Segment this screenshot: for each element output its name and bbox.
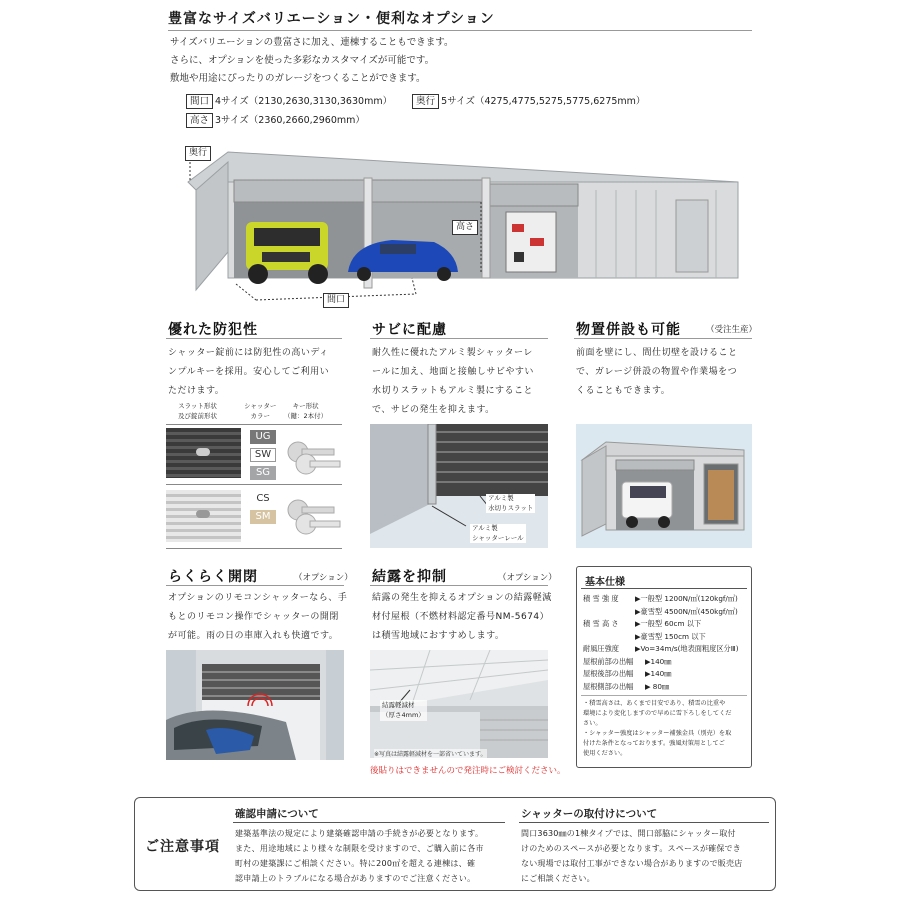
spec-box [576, 566, 752, 768]
note-line: さい。 [583, 720, 602, 727]
remote-body [168, 589, 350, 646]
spec-key: 耐風圧強度 [583, 644, 619, 653]
body-line: 認申請上のトラブルになる場合がありますのでご注意ください。 [235, 874, 476, 883]
remote-title: らくらく開閉 [168, 569, 258, 585]
spec-key: 屋根後部の出幅 [583, 669, 634, 678]
spec-rows [583, 593, 749, 693]
callout-rail [470, 524, 526, 543]
key-icon [284, 438, 342, 480]
light-slat-image [166, 490, 241, 542]
spec-key: 積 雪 強 度 [583, 594, 619, 603]
body-line: ただけます。 [168, 386, 225, 396]
body-line: が可能。雨の日の車庫入れも快適です。 [168, 631, 339, 641]
table-header-key: キー形状 （鍵：2本付） [284, 402, 328, 420]
body-line: けのためのスペースが必要となります。スペースが確保でき [521, 844, 741, 853]
spec-row [583, 643, 749, 656]
spec-notes [583, 699, 749, 759]
spec-value: ▶Vo=34m/s(地表面粗度区分Ⅲ) [635, 644, 739, 653]
shelves [506, 212, 556, 272]
depth-sizes: 5サイズ（4275,4775,5275,5775,6275mm） [441, 96, 646, 107]
caution-label: ご注意事項 [145, 839, 220, 855]
height-sizes: 3サイズ（2360,2660,2960mm） [215, 115, 365, 126]
title-divider [168, 30, 752, 31]
divider [166, 338, 342, 339]
key-icon [284, 496, 342, 540]
confirm-body [235, 826, 484, 886]
color-chip-sg: SG [250, 466, 276, 480]
callout-line: アルミ製 [488, 494, 514, 502]
body-line: 間口3630㎜の1棟タイプでは、開口部脇にシャッター取付 [521, 829, 736, 838]
body-line: で、ガレージ併設の物置や作業場をつ [576, 367, 738, 377]
spec-row [583, 656, 749, 669]
width-tag: 間口 [323, 293, 349, 308]
body-line: 水切りスラットもアルミ製にすること [372, 386, 533, 396]
spec-row [583, 681, 749, 694]
body-line: オプションのリモコンシャッターなら、手 [168, 593, 348, 603]
intro-line: さらに、オプションを使った多彩なカスタマイズが可能です。 [170, 55, 435, 66]
body-line: 町村の建築課にご相談ください。特に200㎡を超える連棟は、確 [235, 859, 476, 868]
size-line-2 [186, 112, 365, 128]
callout-line: アルミ製 [472, 524, 498, 532]
note-line: 使用ください。 [583, 750, 627, 757]
shutter-boxes [234, 180, 578, 206]
note-line: ・積雪高さは、あくまで目安であり、積雪の比重や [583, 700, 726, 707]
body-line: ない現場では取付工事ができない場合がありますので販売店 [521, 859, 743, 868]
caution-box [134, 797, 776, 891]
spec-row [583, 631, 749, 644]
intro-line: 敷地や用途にぴったりのガレージをつくることができます。 [170, 73, 426, 84]
intro-line: サイズバリエーションの豊富さに加え、連棟することもできます。 [170, 37, 454, 48]
color-chip-ug: UG [250, 430, 276, 444]
callout-slat [486, 494, 535, 513]
ceiling-callout [380, 700, 427, 721]
photo-note: ※写真は結露軽減材を一部省いています。 [374, 751, 487, 758]
lock-cylinder [196, 510, 210, 518]
intro-text [170, 34, 453, 88]
divider [581, 695, 747, 696]
spec-row [583, 606, 749, 619]
spec-key: 積 雪 高 さ [583, 619, 619, 628]
dark-slat-image [166, 428, 241, 478]
spec-row [583, 668, 749, 681]
body-line: 前面を壁にし、間仕切壁を設けること [576, 348, 738, 358]
body-line: また、用途地域により様々な制限を受けますので、ご購入前に各市 [235, 844, 484, 853]
width-dim-line [236, 284, 256, 300]
spec-value: ▶ 80㎜ [645, 681, 670, 691]
rust-title: サビに配慮 [372, 322, 447, 338]
condensation-title: 結露を抑制 [372, 569, 447, 585]
divider [581, 588, 747, 589]
width-dim-line [412, 278, 416, 294]
divider [166, 585, 344, 586]
body-line: ンプルキーを採用。安心してご利用い [168, 367, 330, 377]
body-line: もとのリモコン操作でシャッターの開閉 [168, 612, 339, 622]
color-chip-sw: SW [250, 448, 276, 462]
height-tag: 高さ [452, 220, 478, 235]
body-line: 材付屋根（不燃材料認定番号NM-5674） [372, 612, 550, 622]
body-line: シャッター錠前には防犯性の高いディ [168, 348, 329, 358]
body-line: 耐久性に優れたアルミ製シャッターレ [372, 348, 533, 358]
body-line: で、サビの発生を抑えます。 [372, 405, 495, 415]
spec-value: ▶一般型 60cm 以下 [635, 619, 702, 628]
spec-value: ▶一般型 1200N/㎡(120kgf/㎡) [635, 594, 738, 603]
condensation-body [372, 589, 554, 646]
divider [370, 338, 548, 339]
note-line: 付けた条件となっております。強風対策用としてご [583, 740, 725, 747]
callout-line: 水切りスラット [488, 503, 534, 512]
divider [370, 585, 548, 586]
spec-value: ▶140㎜ [645, 669, 672, 678]
spec-key: 屋根側部の出幅 [583, 681, 634, 691]
body-line: は積雪地域におすすめします。 [372, 631, 505, 641]
pillar [482, 178, 490, 278]
size-line-1 [186, 93, 645, 109]
storage-garage-image [576, 424, 752, 548]
divider [166, 424, 342, 425]
confirm-title: 確認申請について [235, 808, 319, 820]
lock-spec-table [166, 402, 342, 550]
body-line: 結露の発生を抑えるオプションの結露軽減 [372, 593, 552, 603]
storage-body [576, 344, 756, 401]
note-line: 環境により変化しますので早めに雪下ろしをしてくだ [583, 710, 732, 717]
security-body [168, 344, 348, 401]
body-line: にご相談ください。 [521, 874, 595, 883]
spec-value: ▶豪雪型 150cm 以下 [635, 631, 706, 641]
width-label: 間口 [186, 94, 213, 109]
divider [166, 484, 342, 485]
rust-body [372, 344, 552, 420]
color-chip-sm: SM [250, 510, 276, 524]
body-line: 建築基準法の規定により建築確認申請の手続きが必要となります。 [235, 829, 484, 838]
note-line: ・シャッター強度はシャッター補強金具（別売）を取 [583, 730, 732, 737]
table-header-color: シャッター カラー [244, 402, 277, 420]
storage-title: 物置併設も可能 [576, 322, 681, 338]
divider [519, 822, 769, 823]
depth-tag: 奥行 [185, 146, 211, 161]
remote-shutter-image [166, 650, 344, 760]
shutter-install-title: シャッターの取付けについて [521, 808, 658, 820]
spec-title: 基本仕様 [585, 577, 625, 588]
callout-line: 結露軽減材 [382, 701, 415, 709]
spec-value: ▶140㎜ [645, 656, 672, 666]
security-title: 優れた防犯性 [168, 322, 258, 338]
spec-key: 屋根前部の出幅 [583, 656, 634, 666]
spec-row [583, 618, 749, 631]
option-badge: （オプション） [294, 573, 353, 583]
spec-row [583, 593, 749, 606]
width-sizes: 4サイズ（2130,2630,3130,3630mm） [215, 96, 393, 107]
color-chip-cs: CS [250, 492, 276, 506]
height-label: 高さ [186, 113, 213, 128]
made-to-order-badge: （受注生産） [706, 325, 758, 335]
table-header-slat: スラット形状 及び錠前形状 [178, 402, 217, 420]
divider [233, 822, 505, 823]
body-line: くることもできます。 [576, 386, 671, 396]
callout-line: （厚さ4mm） [382, 710, 425, 719]
lock-cylinder [196, 448, 210, 456]
depth-label: 奥行 [412, 94, 439, 109]
shutter-install-body [521, 826, 742, 886]
spec-value: ▶豪雪型 4500N/㎡(450kgf/㎡) [635, 606, 738, 616]
body-line: ールに加え、地面と接触しサビやすい [372, 367, 534, 377]
storage-door [676, 200, 708, 272]
page-title: 豊富なサイズバリエーション・便利なオプション [168, 11, 495, 27]
divider [574, 338, 752, 339]
divider [166, 548, 342, 549]
callout-line: シャッターレール [472, 533, 524, 542]
option-badge: （オプション） [498, 573, 557, 583]
order-warning: 後貼りはできませんので発注時にご検討ください。 [370, 766, 566, 776]
